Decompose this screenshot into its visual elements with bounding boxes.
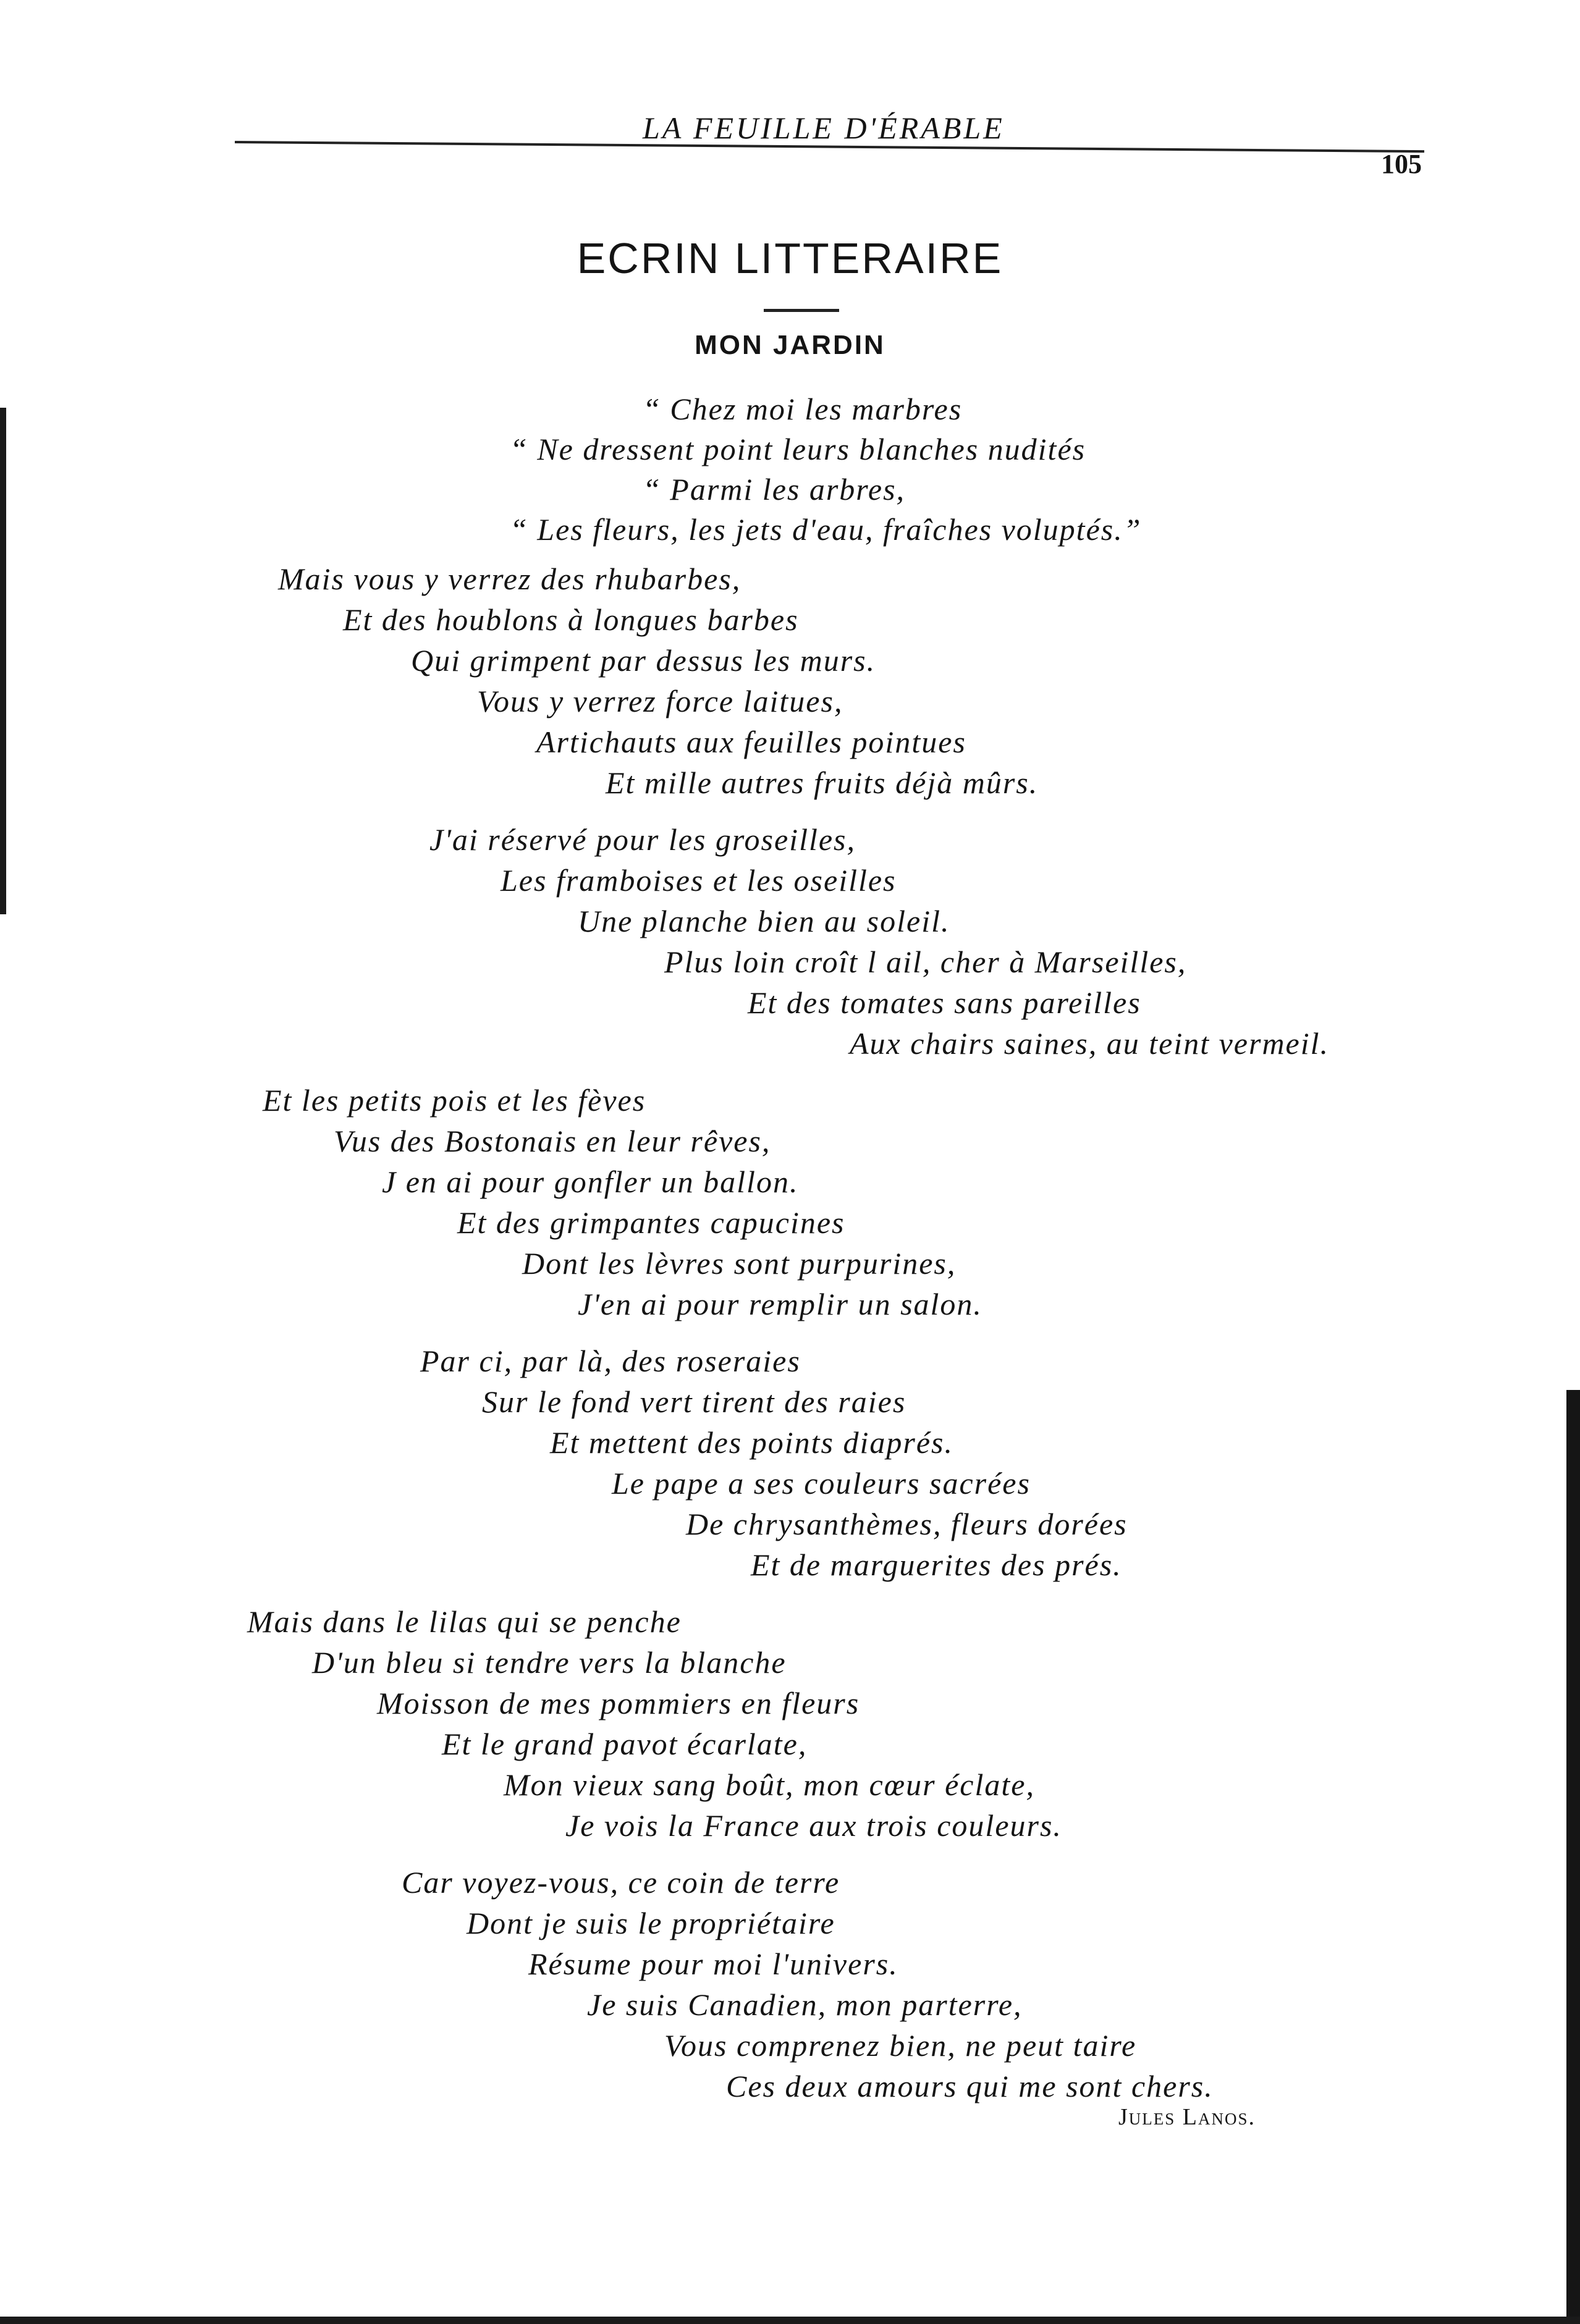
poem-line: “ Parmi les arbres, xyxy=(643,472,906,507)
poem-line: Et des tomates sans pareilles xyxy=(748,985,1141,1020)
section-title: ECRIN LITTERAIRE xyxy=(577,234,1003,282)
poem-line: Moisson de mes pommiers en fleurs xyxy=(377,1686,860,1720)
poem-line: Sur le fond vert tirent des raies xyxy=(482,1384,906,1419)
poem-line: Plus loin croît l ail, cher à Marseilles, xyxy=(664,945,1187,979)
scan-edge-bottom xyxy=(0,2317,1580,2324)
poem-line: “ Chez moi les marbres xyxy=(643,392,963,426)
poem-line: Artichauts aux feuilles pointues xyxy=(536,725,966,759)
poem-line: Je suis Canadien, mon parterre, xyxy=(587,1987,1023,2022)
poem-line: Vous y verrez force laitues, xyxy=(477,684,843,718)
poem-line: Car voyez-vous, ce coin de terre xyxy=(402,1865,840,1900)
poem-line: Les framboises et les oseilles xyxy=(501,863,897,898)
author-signature: Jules Lanos. xyxy=(1118,2104,1256,2130)
poem-line: Et mettent des points diaprés. xyxy=(550,1425,953,1460)
scan-edge-right xyxy=(1566,1390,1580,2324)
scan-edge-left xyxy=(0,408,6,914)
poem-line: Et mille autres fruits déjà mûrs. xyxy=(606,765,1039,800)
poem-line: Dont les lèvres sont purpurines, xyxy=(522,1246,957,1281)
poem-line: Ces deux amours qui me sont chers. xyxy=(726,2069,1214,2103)
poem-line: Une planche bien au soleil. xyxy=(578,904,950,938)
poem-line: Le pape a ses couleurs sacrées xyxy=(612,1466,1031,1501)
poem-line: Par ci, par là, des roseraies xyxy=(420,1344,801,1378)
poem-line: Vous comprenez bien, ne peut taire xyxy=(664,2028,1137,2063)
poem-line: “ Ne dressent point leurs blanches nudités xyxy=(510,432,1086,466)
poem-line: Et le grand pavot écarlate, xyxy=(442,1727,808,1761)
poem-line: J en ai pour gonfler un ballon. xyxy=(382,1164,799,1199)
poem-line: Et des houblons à longues barbes xyxy=(343,602,799,637)
poem-line: Dont je suis le propriétaire xyxy=(467,1906,835,1940)
poem-line: Et des grimpantes capucines xyxy=(457,1205,845,1240)
poem-line: Résume pour moi l'univers. xyxy=(528,1947,898,1981)
poem-line: Mon vieux sang boût, mon cœur éclate, xyxy=(504,1767,1035,1802)
poem-line: J'ai réservé pour les groseilles, xyxy=(429,822,856,857)
poem-line: De chrysanthèmes, fleurs dorées xyxy=(686,1507,1128,1541)
poem-line: Je vois la France aux trois couleurs. xyxy=(565,1808,1062,1843)
poem-line: Mais dans le lilas qui se penche xyxy=(247,1604,682,1639)
poem-line: Vus des Bostonais en leur rêves, xyxy=(334,1124,771,1158)
poem-line: Et les petits pois et les fèves xyxy=(263,1083,646,1118)
poem-line: J'en ai pour remplir un salon. xyxy=(578,1287,982,1321)
running-title: LA FEUILLE D'ÉRABLE xyxy=(643,111,1005,145)
poem-line: Aux chairs saines, au teint vermeil. xyxy=(850,1026,1330,1061)
poem-title: MON JARDIN xyxy=(695,330,885,360)
poem-line: Mais vous y verrez des rhubarbes, xyxy=(278,562,741,596)
poem-line: “ Les fleurs, les jets d'eau, fraîches voluptés.” xyxy=(510,512,1142,547)
poem-line: Et de marguerites des prés. xyxy=(751,1547,1122,1582)
poem-line: D'un bleu si tendre vers la blanche xyxy=(312,1645,787,1680)
title-divider xyxy=(764,309,839,312)
poem-line: Qui grimpent par dessus les murs. xyxy=(411,643,876,678)
page-number: 105 xyxy=(1381,149,1422,179)
